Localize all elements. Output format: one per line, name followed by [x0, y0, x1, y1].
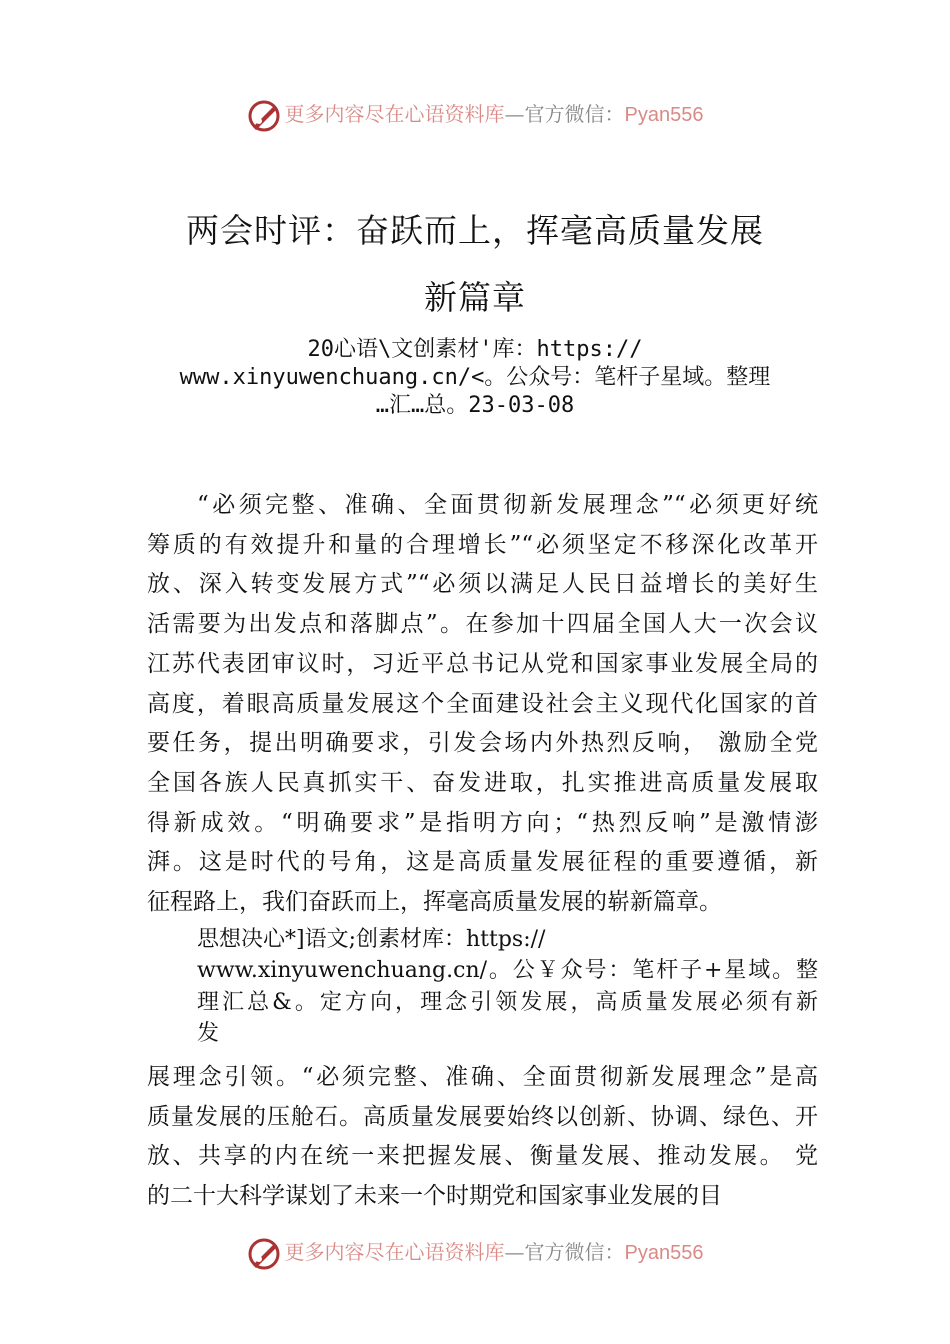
- paragraph-line: 质量发展的压舱石。高质量发展要始终以创新、协调、绿色、开: [147, 1103, 818, 1130]
- header-watermark: [0, 96, 950, 132]
- watermark-id: Pyan556: [624, 1242, 704, 1264]
- watermark-id: Pyan556: [624, 104, 704, 126]
- meta-line: www.xinyuwenchuang.cn/<。公众号：笔杆子星域。整理: [179, 365, 771, 390]
- pen-logo-icon: [247, 99, 281, 133]
- paragraph-line: 筹质的有效提升和量的合理增长”“必须坚定不移深化改革开: [147, 531, 818, 558]
- watermark-sep: —: [504, 1240, 525, 1264]
- paragraph-line: 江苏代表团审议时，习近平总书记从党和国家事业发展全局的: [147, 650, 818, 677]
- paragraph-line: 思想决心*]语文;创素材库：https://: [197, 927, 546, 952]
- paragraph-line: 征程路上，我们奋跃而上，挥毫高质量发展的崭新篇章。: [147, 889, 722, 915]
- footer-watermark: [0, 1234, 950, 1270]
- paragraph-line: 展理念引领。“必须完整、准确、全面贯彻新发展理念”是高: [147, 1064, 818, 1090]
- paragraph-line: 理汇总&。定方向，理念引领发展，高质量发展必须有新: [197, 989, 818, 1015]
- watermark-sep: —: [504, 102, 525, 126]
- paragraph-line: 放、深入转变发展方式”“必须以满足人民日益增长的美好生: [147, 571, 818, 598]
- pen-logo-icon: [247, 1237, 281, 1271]
- paragraph-line: www.xinyuwenchuang.cn/。公￥众号：笔杆子+星域。整: [197, 958, 818, 984]
- paragraph-line: 湃。这是时代的号角，这是高质量发展征程的重要遵循，新: [147, 849, 818, 876]
- paragraph-line: 的二十大科学谋划了未来一个时期党和国家事业发展的目: [147, 1183, 722, 1210]
- paragraph-line: “必须完整、准确、全面贯彻新发展理念”“必须更好统: [197, 492, 818, 518]
- paragraph-line: 活需要为出发点和落脚点”。在参加十四届全国人大一次会议: [147, 611, 818, 638]
- paragraph-line: 得新成效。“明确要求”是指明方向；“热烈反响”是激情澎: [147, 809, 818, 836]
- meta-line: 20心语\文创素材'库：https://: [307, 337, 643, 362]
- watermark-official: 官方微信：: [524, 102, 625, 126]
- doc-title-line1: 两会时评：奋跃而上，挥毫高质量发展: [186, 211, 764, 250]
- watermark-official: 官方微信：: [524, 1240, 625, 1264]
- paragraph-line: 要任务，提出明确要求，引发会场内外热烈反响， 激励全党: [147, 730, 818, 757]
- paragraph-line: 全国各族人民真抓实干、奋发进取，扎实推进高质量发展取: [147, 769, 818, 796]
- paragraph-line: 发: [197, 1020, 220, 1046]
- watermark-site: 更多内容尽在心语资料库: [284, 1240, 505, 1264]
- meta-line: …汇…总。23-03-08: [375, 393, 575, 418]
- doc-title-line2: 新篇章: [424, 278, 526, 317]
- watermark-site: 更多内容尽在心语资料库: [284, 102, 505, 126]
- paragraph-line: 高度，着眼高质量发展这个全面建设社会主义现代化国家的首: [147, 690, 818, 717]
- paragraph-line: 放、共享的内在统一来把握发展、衡量发展、推动发展。 党: [147, 1143, 818, 1170]
